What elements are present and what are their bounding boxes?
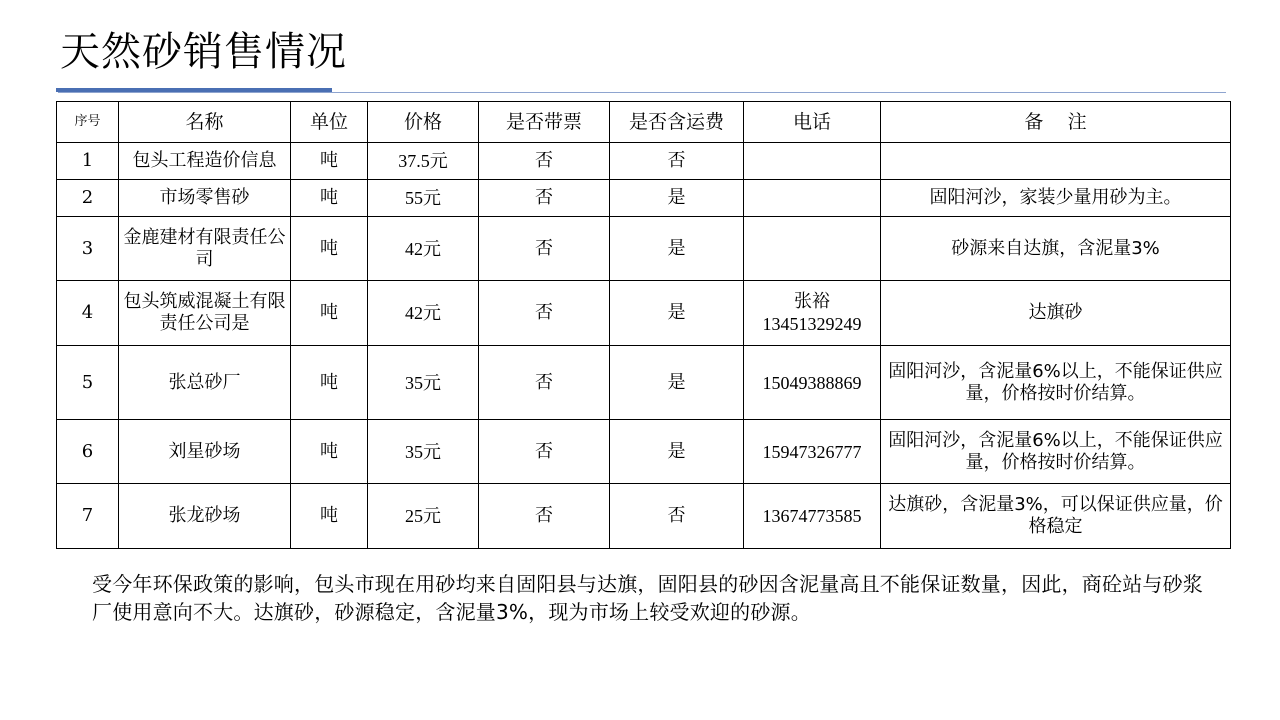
table-header-row	[57, 102, 1231, 143]
cell-freight: 是	[610, 420, 744, 484]
cell-freight: 否	[610, 143, 744, 180]
title-accent-bar	[56, 88, 332, 92]
cell-phone	[744, 346, 881, 420]
cell-note: 固阳河沙，家装少量用砂为主。	[881, 180, 1231, 217]
page-title: 天然砂销售情况	[60, 29, 347, 75]
table-row	[57, 143, 1231, 180]
cell-index: 6	[57, 420, 119, 484]
cell-price: 42元	[368, 217, 479, 281]
header-note: 备 注	[881, 102, 1231, 143]
cell-phone	[744, 281, 881, 346]
header-price: 价格	[368, 102, 479, 143]
cell-freight: 是	[610, 217, 744, 281]
cell-name: 市场零售砂	[119, 180, 291, 217]
cell-index: 5	[57, 346, 119, 420]
header-index: 序号	[57, 102, 119, 143]
cell-index: 2	[57, 180, 119, 217]
cell-name: 刘星砂场	[119, 420, 291, 484]
header-unit: 单位	[291, 102, 368, 143]
cell-unit: 吨	[291, 180, 368, 217]
cell-name: 张总砂厂	[119, 346, 291, 420]
cell-unit: 吨	[291, 420, 368, 484]
phone-number: 15947326777	[762, 441, 862, 462]
table-row	[57, 420, 1231, 484]
cell-invoice: 否	[479, 484, 610, 549]
header-phone: 电话	[744, 102, 881, 143]
cell-invoice: 否	[479, 420, 610, 484]
cell-freight: 是	[610, 346, 744, 420]
cell-note: 固阳河沙，含泥量6%以上，不能保证供应量，价格按时价结算。	[881, 420, 1231, 484]
cell-unit: 吨	[291, 484, 368, 549]
cell-phone	[744, 143, 881, 180]
cell-unit: 吨	[291, 143, 368, 180]
cell-invoice: 否	[479, 143, 610, 180]
cell-note: 达旗砂，含泥量3%，可以保证供应量，价格稳定	[881, 484, 1231, 549]
cell-invoice: 否	[479, 217, 610, 281]
cell-invoice: 否	[479, 346, 610, 420]
cell-index: 7	[57, 484, 119, 549]
cell-phone	[744, 484, 881, 549]
summary-paragraph: 受今年环保政策的影响，包头市现在用砂均来自固阳县与达旗，固阳县的砂因含泥量高且不能保证数量，因此，商砼站与砂浆厂使用意向不大。达旗砂，砂源稳定，含泥量3%，现为市场上较受欢迎的砂源。	[92, 572, 1203, 624]
cell-price: 35元	[368, 420, 479, 484]
cell-phone	[744, 180, 881, 217]
phone-number: 15049388869	[762, 372, 862, 393]
cell-note: 固阳河沙，含泥量6%以上，不能保证供应量，价格按时价结算。	[881, 346, 1231, 420]
cell-note: 达旗砂	[881, 281, 1231, 346]
sand-sales-table	[56, 101, 1231, 549]
cell-price: 25元	[368, 484, 479, 549]
cell-price: 37.5元	[368, 143, 479, 180]
cell-index: 1	[57, 143, 119, 180]
cell-unit: 吨	[291, 217, 368, 281]
cell-invoice: 否	[479, 281, 610, 346]
cell-phone	[744, 217, 881, 281]
cell-freight: 是	[610, 281, 744, 346]
cell-price: 55元	[368, 180, 479, 217]
cell-note	[881, 143, 1231, 180]
cell-name: 张龙砂场	[119, 484, 291, 549]
cell-price: 42元	[368, 281, 479, 346]
cell-price: 35元	[368, 346, 479, 420]
table-row	[57, 484, 1231, 549]
cell-index: 4	[57, 281, 119, 346]
header-freight: 是否含运费	[610, 102, 744, 143]
cell-freight: 否	[610, 484, 744, 549]
phone-contact-name: 张裕	[794, 291, 830, 312]
cell-name: 包头筑威混凝土有限责任公司是	[119, 281, 291, 346]
title-underline	[58, 92, 1226, 93]
table-row	[57, 180, 1231, 217]
table-row	[57, 346, 1231, 420]
cell-freight: 是	[610, 180, 744, 217]
cell-name: 金鹿建材有限责任公司	[119, 217, 291, 281]
table-row	[57, 281, 1231, 346]
cell-unit: 吨	[291, 281, 368, 346]
table-row	[57, 217, 1231, 281]
cell-index: 3	[57, 217, 119, 281]
cell-unit: 吨	[291, 346, 368, 420]
cell-name: 包头工程造价信息	[119, 143, 291, 180]
cell-phone	[744, 420, 881, 484]
header-invoice: 是否带票	[479, 102, 610, 143]
cell-note: 砂源来自达旗，含泥量3%	[881, 217, 1231, 281]
phone-number: 13451329249	[762, 314, 862, 334]
header-name: 名称	[119, 102, 291, 143]
cell-invoice: 否	[479, 180, 610, 217]
phone-number: 13674773585	[762, 506, 862, 526]
